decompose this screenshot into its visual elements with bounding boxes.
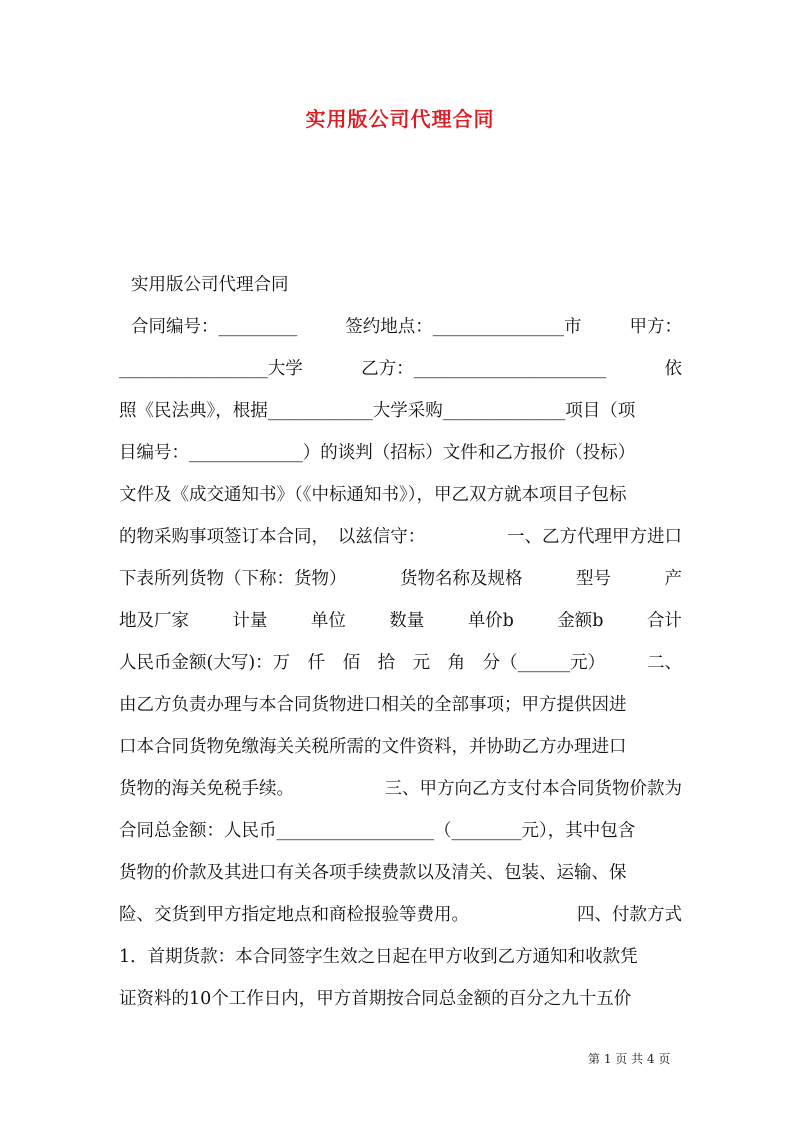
body-text-segment: 计量 [232, 611, 268, 631]
body-text-segment: 型号 [576, 569, 611, 589]
body-line [119, 354, 682, 396]
body-line [119, 858, 682, 900]
body-text-segment: 文件及《成交通知书》（《中标通知书》），甲乙双方就本项目子包标 [119, 485, 627, 505]
body-text-segment: 货物名称及规格 [400, 569, 523, 589]
body-text-segment: 签约地点：_______________市 [345, 317, 582, 337]
body-text-segment: 险、交货到甲方指定地点和商检报验等费用。 [119, 905, 469, 925]
body-text-segment: 单价b [467, 611, 514, 631]
body-line [119, 564, 682, 606]
body-text-segment: 目编号：_____________）的谈判（招标）文件和乙方报价（投标） [119, 443, 636, 463]
body-text-segment: 乙方：______________________ [361, 359, 607, 379]
body-text-segment: 甲方： [629, 317, 682, 337]
body-text-segment: 单位 [310, 611, 346, 631]
body-text-segment: 1．首期货款：本合同签字生效之日起在甲方收到乙方通知和收款凭 [119, 947, 638, 967]
body-text-segment: 人民币金额(大写)：万 仟 佰 拾 元 角 分（______元） [119, 653, 606, 673]
body-line [119, 606, 682, 648]
body-line [119, 438, 682, 480]
body-text-segment: 照《民法典》，根据____________大学采购______________项目（项 [119, 401, 636, 421]
body-text-segment: 三、甲方向乙方支付本合同货物价款为 [384, 779, 682, 799]
body-line [119, 984, 682, 1026]
body-text-segment: 口本合同货物免缴海关关税所需的文件资料，并协助乙方办理进口 [119, 737, 627, 757]
body-line [119, 816, 682, 858]
body-line [119, 648, 682, 690]
body-text-segment: 一、乙方代理甲方进口 [507, 527, 682, 547]
body-text-segment: 货物的海关免税手续。 [119, 779, 294, 799]
document-body [119, 270, 682, 1026]
body-line [119, 900, 682, 942]
body-text-segment: 合同总金额：人民币__________________（________元），其中包含 [119, 821, 636, 841]
page-number: 第 1 页 共 4 页 [588, 1052, 671, 1066]
body-line [119, 396, 682, 438]
body-text-segment: 产 [664, 569, 682, 589]
body-text-segment: 四、付款方式 [577, 905, 682, 925]
body-line [119, 690, 682, 732]
body-text-segment: 由乙方负责办理与本合同货物进口相关的全部事项；甲方提供因进 [119, 695, 627, 715]
body-line [119, 312, 682, 354]
body-text-segment: 地及厂家 [119, 611, 189, 631]
body-line [119, 522, 682, 564]
body-text-segment: 合同编号：_________ [131, 317, 298, 337]
body-line [119, 942, 682, 984]
body-text-segment: 的物采购事项签订本合同， 以兹信守： [119, 527, 426, 547]
body-text-segment: 货物的价款及其进口有关各项手续费款以及清关、包装、运输、保 [119, 863, 627, 883]
body-text-segment: 证资料的10个工作日内，甲方首期按合同总金额的百分之九十五价 [119, 989, 632, 1009]
body-text-segment: 合计 [646, 611, 682, 631]
body-text-segment: 二、 [647, 653, 682, 673]
body-text-segment: _________________大学 [119, 359, 303, 379]
body-line [119, 480, 682, 522]
body-text-segment: 实用版公司代理合同 [131, 275, 289, 295]
body-text-segment: 金额b [557, 611, 604, 631]
body-text-segment: 下表所列货物（下称：货物） [119, 569, 347, 589]
body-line [119, 732, 682, 774]
body-text-segment: 依 [664, 359, 682, 379]
body-text-segment: 数量 [389, 611, 425, 631]
document-title: 实用版公司代理合同 [305, 107, 495, 131]
body-line [119, 270, 682, 312]
body-line [119, 774, 682, 816]
